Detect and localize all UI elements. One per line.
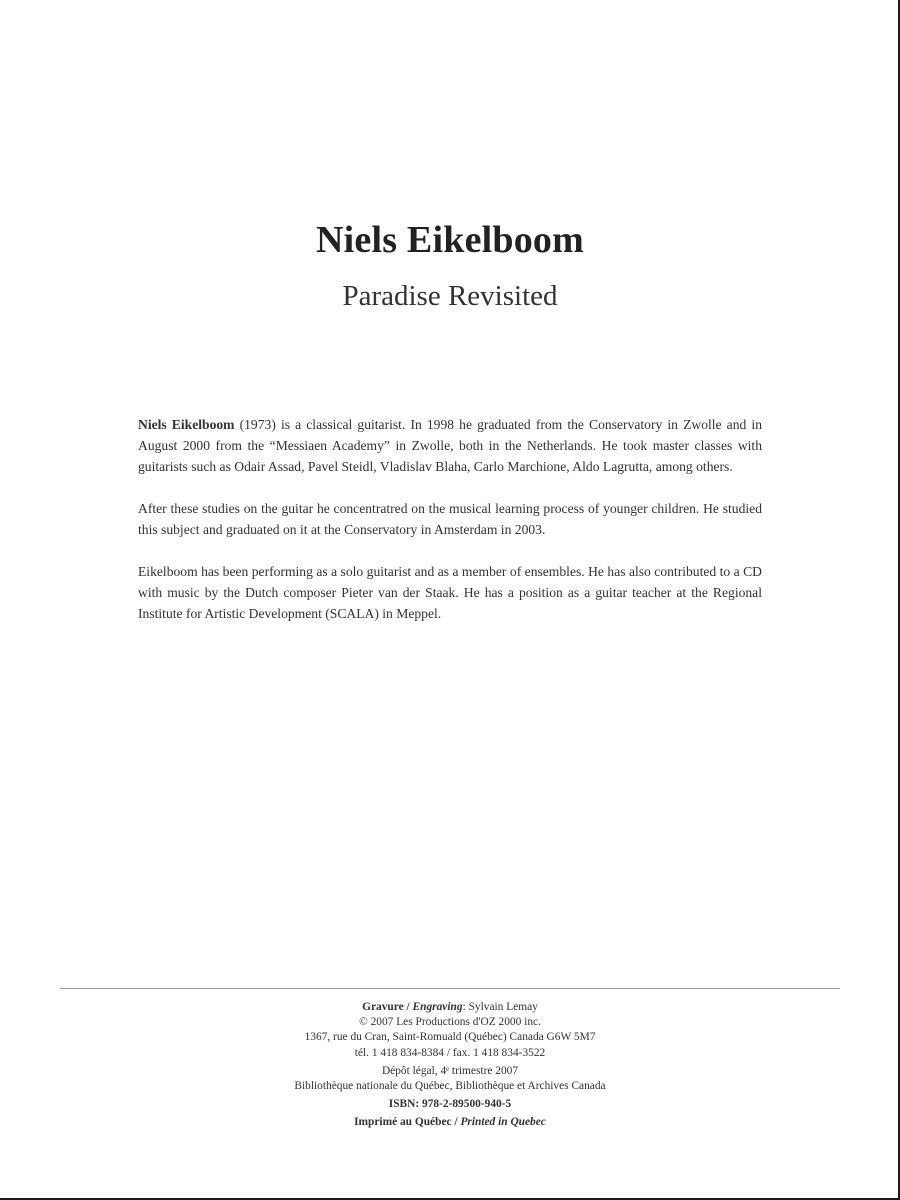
engraving-credit	[0, 1000, 900, 1015]
publisher-address: 1367, rue du Cran, Saint-Romuald (Québec) Canada G6W 5M7	[304, 1031, 596, 1044]
bio-paragraph-1	[138, 414, 762, 477]
printed-fr: Imprimé au Québec	[354, 1116, 452, 1129]
bio-paragraph-1-text: (1973) is a classical guitarist. In 1998 he graduated from the Conservatory in Zwolle and in August 2000 from the “Messiaen Academy” in Zwolle, both in the Netherlands. He took master classes with guitarists such as Odair Assad, Pavel Steidl, Vladislav Blaha, Carlo Marchione, Aldo Lagrutta, among others.	[138, 417, 762, 474]
libraries-line: Bibliothèque nationale du Québec, Bibliothèque et Archives Canada	[294, 1080, 606, 1093]
work-title: Paradise Revisited	[342, 280, 558, 312]
bio-paragraph-2: After these studies on the guitar he concentratred on the musical learning process of younger children. He studied this subject and graduated on it at the Conservatory in Amsterdam in 2003.	[138, 501, 762, 537]
copyright-line: © 2007 Les Productions d'OZ 2000 inc.	[359, 1016, 541, 1029]
isbn-line: ISBN: 978-2-89500-940-5	[388, 1098, 512, 1111]
printed-en: Printed in Quebec	[460, 1116, 546, 1129]
engraving-label-fr: Gravure	[362, 1001, 404, 1013]
printed-line	[0, 1115, 900, 1130]
bio-name: Niels Eikelboom	[138, 417, 235, 432]
engraver-name: : Sylvain Lemay	[462, 1001, 538, 1013]
biography	[138, 414, 762, 645]
bio-paragraph-3: Eikelboom has been performing as a solo guitarist and as a member of ensembles. He has also contributed to a CD with music by the Dutch composer Pieter van der Staak. He has a position as a guitar teacher at the Regional Institute for Artistic Development (SCALA) in Meppel.	[138, 564, 762, 621]
printed-separator: /	[451, 1116, 461, 1129]
engraving-label-en: Engraving	[412, 1001, 463, 1013]
footer-divider	[60, 988, 840, 989]
legal-deposit: Dépôt légal, 4ᵉ trimestre 2007	[381, 1064, 519, 1077]
publisher-phone: tél. 1 418 834-8384 / fax. 1 418 834-3522	[354, 1046, 546, 1059]
composer-name: Niels Eikelboom	[316, 219, 584, 261]
engraving-separator: /	[403, 1001, 413, 1013]
colophon	[0, 1000, 900, 1131]
